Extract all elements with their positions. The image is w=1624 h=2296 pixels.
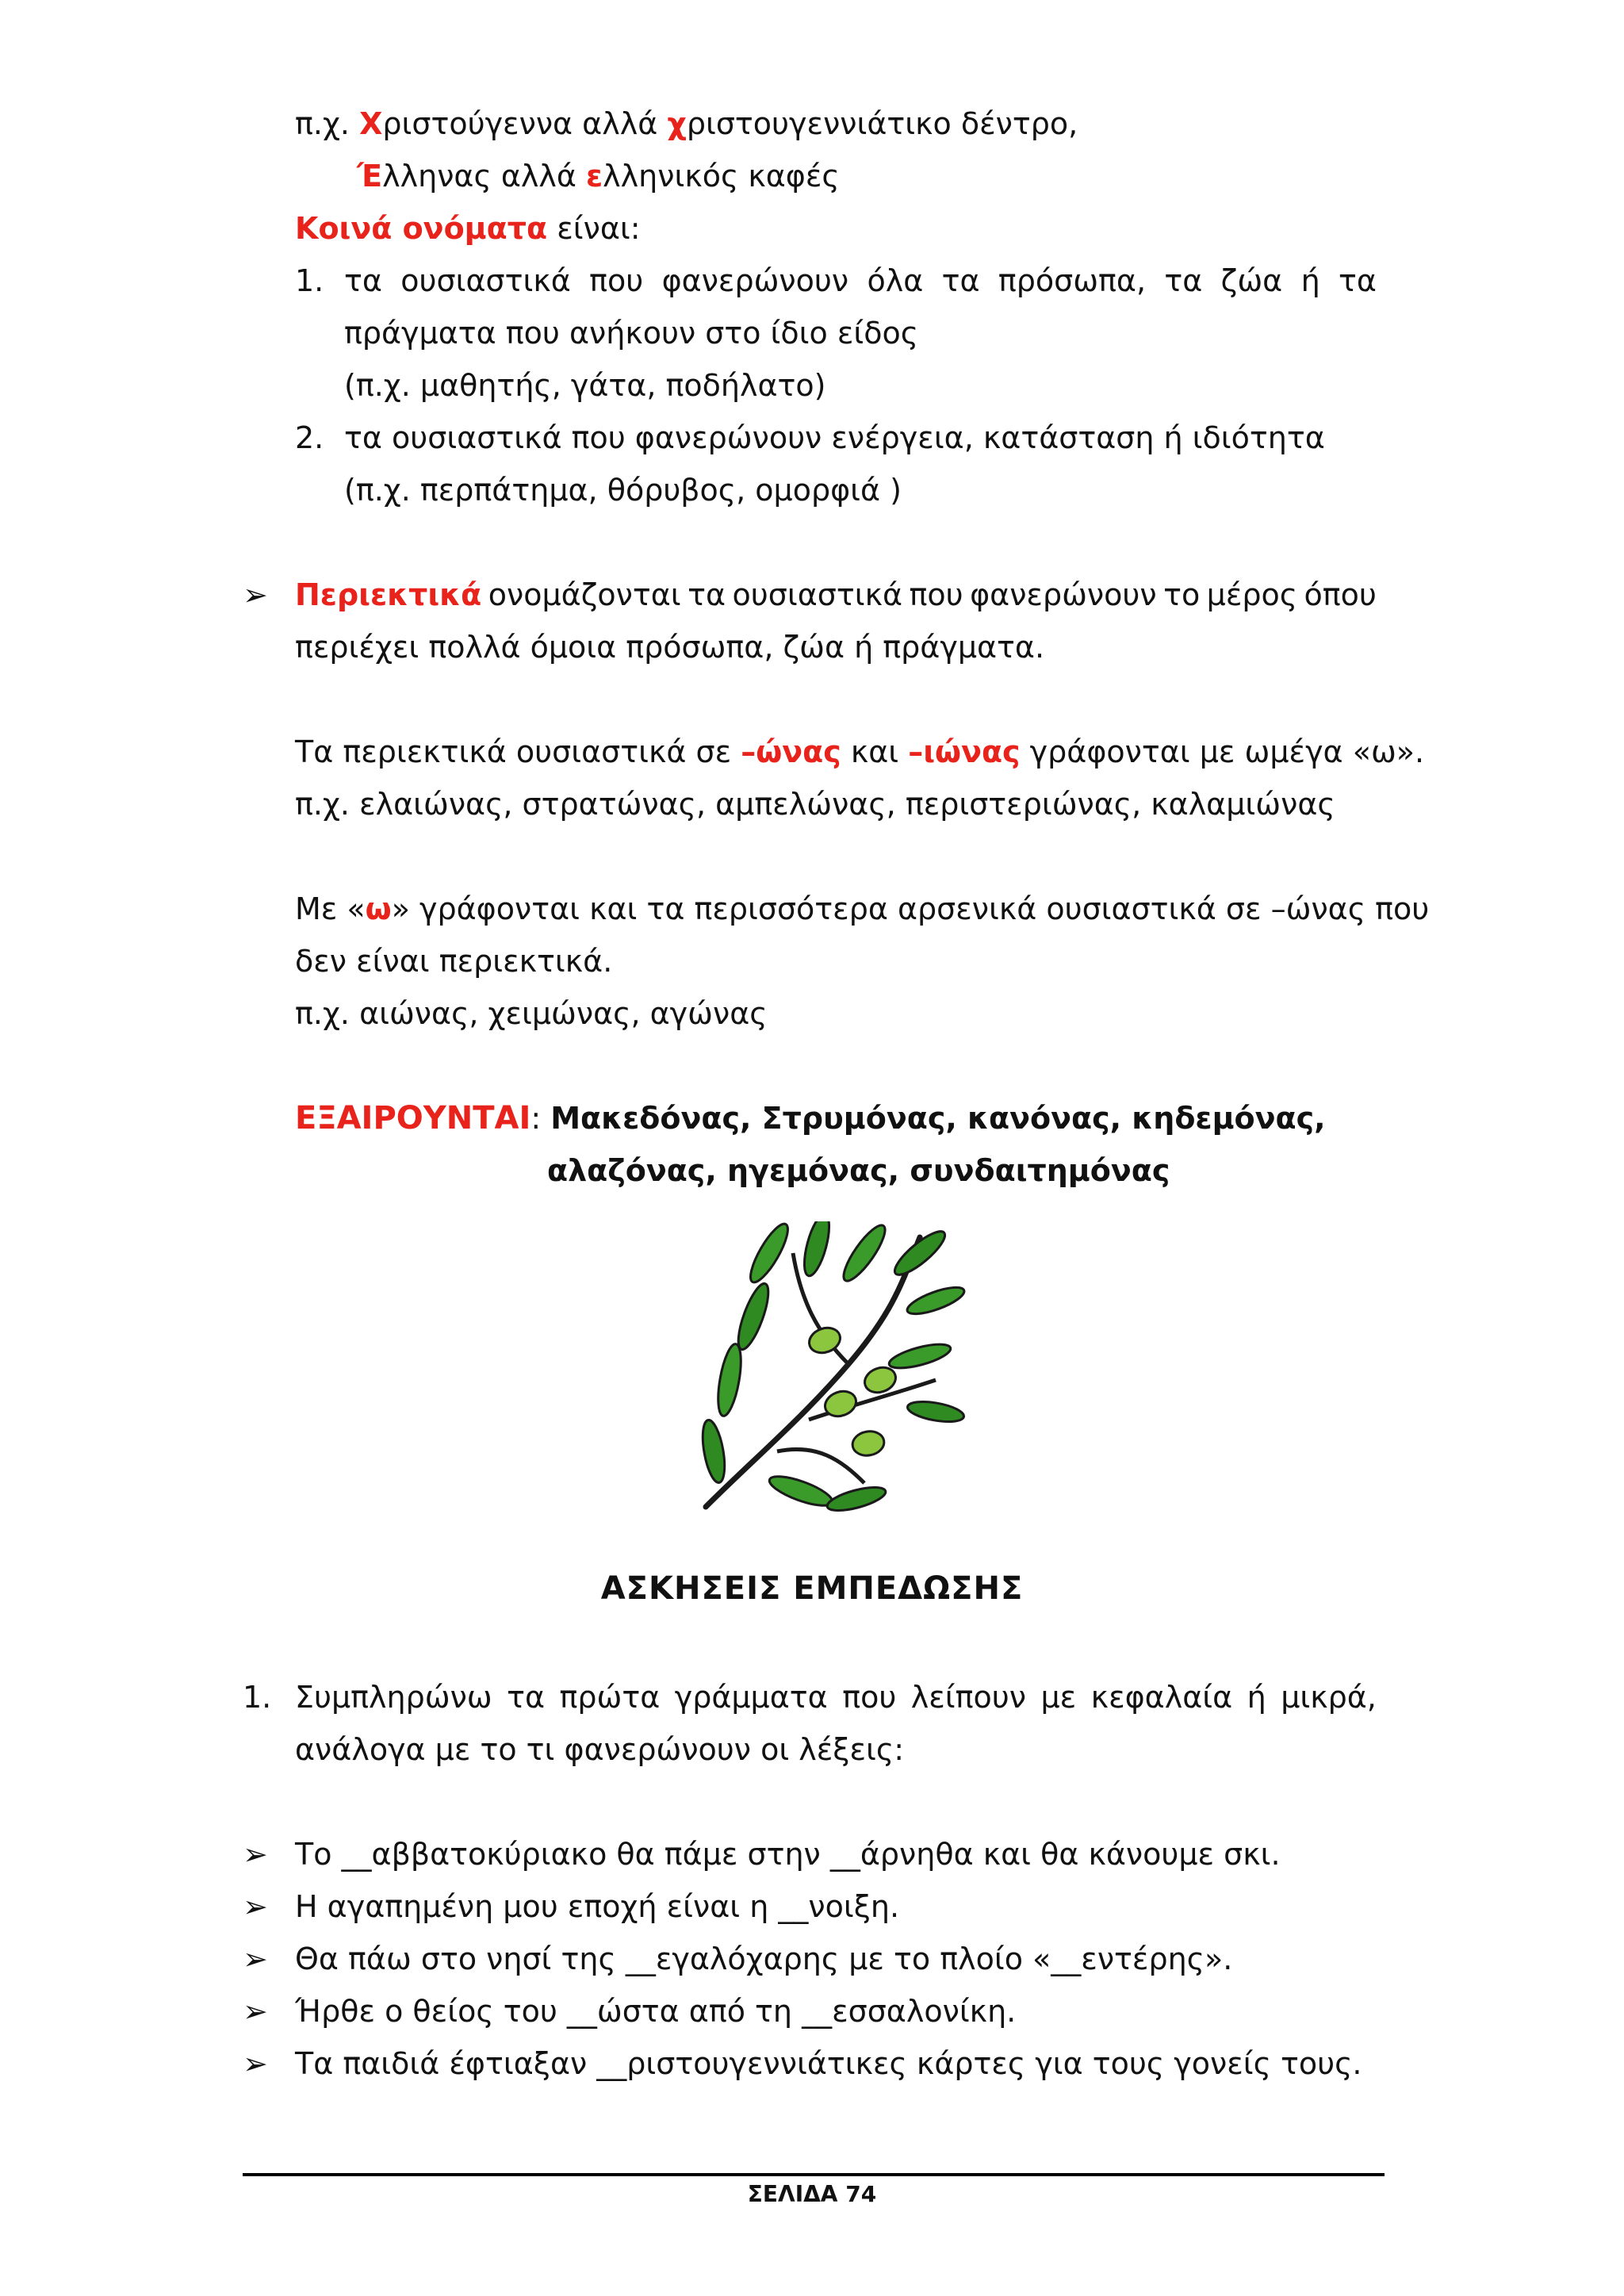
- word: που: [909, 577, 963, 612]
- rule-2-text: Με «ω» γράφονται και τα περισσότερα αρσενικά ουσιαστικά σε –ώνας που: [295, 891, 1430, 926]
- bullet-arrow-icon: ➢: [243, 2046, 268, 2081]
- word: Συμπληρώνω: [295, 1680, 492, 1715]
- word: ουσιαστικά: [732, 577, 903, 612]
- word: τα: [344, 263, 382, 298]
- common-item-1-number: 1.: [295, 263, 324, 298]
- word: που: [589, 263, 644, 298]
- word: γράμματα: [674, 1680, 828, 1715]
- exercise-1-number: 1.: [243, 1680, 272, 1715]
- common-item-1-line-1: [344, 260, 1377, 301]
- collective-line-1: [295, 574, 1377, 615]
- exercise-sentence: Τα παιδιά έφτιαξαν __ριστουγεννιάτικες κάρτες για τους γονείς τους.: [295, 2046, 1362, 2081]
- footer-divider: [243, 2173, 1385, 2176]
- exercise-sentence: Το __αββατοκύριακο θα πάμε στην __άρνηθα και θα κάνουμε σκι.: [295, 1837, 1281, 1872]
- word: που: [842, 1680, 897, 1715]
- intro-line-1: π.χ. Χριστούγεννα αλλά χριστουγεννιάτικο δέντρο,: [295, 106, 1078, 141]
- word: ουσιαστικά: [400, 263, 571, 298]
- common-item-2-number: 2.: [295, 420, 324, 455]
- exceptions-line-2: αλαζόνας, ηγεμόνας, συνδαιτημόνας: [547, 1153, 1170, 1188]
- intro-line-2: Έλληνας αλλά ελληνικός καφές: [357, 159, 840, 194]
- common-nouns-heading: Κοινά ονόματα είναι:: [295, 211, 641, 246]
- exceptions-line-1: ΕΞΑΙΡΟΥΝΤΑΙ: Μακεδόνας, Στρυμόνας, κανόνας, κηδεμόνας,: [295, 1100, 1326, 1137]
- word: πρώτα: [559, 1680, 661, 1715]
- page-number: ΣΕΛΙΔΑ 74: [747, 2181, 877, 2207]
- word: όλα: [867, 263, 924, 298]
- olive-branch-icon: [682, 1221, 967, 1523]
- word: ή: [1247, 1680, 1266, 1715]
- collective-line-2: περιέχει πολλά όμοια πρόσωπα, ζώα ή πράγματα.: [295, 630, 1045, 665]
- word: μικρά,: [1281, 1680, 1377, 1715]
- exercises-title: ΑΣΚΗΣΕΙΣ ΕΜΠΕΔΩΣΗΣ: [600, 1570, 1024, 1607]
- exercise-1-line-1: [295, 1677, 1377, 1718]
- word: τα: [507, 1680, 546, 1715]
- common-item-1-line-2: πράγματα που ανήκουν στο ίδιο είδος: [344, 316, 919, 351]
- bullet-arrow-icon: ➢: [243, 1994, 268, 2029]
- word: με: [1040, 1680, 1077, 1715]
- word: ονομάζονται: [488, 577, 681, 612]
- word: τα: [941, 263, 980, 298]
- word: τα: [1164, 263, 1203, 298]
- word: όπου: [1304, 577, 1377, 612]
- rule-2-example: π.χ. αιώνας, χειμώνας, αγώνας: [295, 996, 768, 1031]
- rule-1-text: Τα περιεκτικά ουσιαστικά σε –ώνας και –ιώνας γράφονται με ωμέγα «ω».: [295, 734, 1425, 769]
- word: τα: [1339, 263, 1377, 298]
- word: φανερώνουν: [661, 263, 849, 298]
- word: πρόσωπα,: [998, 263, 1147, 298]
- bullet-arrow-icon: ➢: [243, 1889, 268, 1924]
- common-item-2-example: (π.χ. περπάτημα, θόρυβος, ομορφιά ): [344, 473, 902, 508]
- exercise-sentence: Η αγαπημένη μου εποχή είναι η __νοιξη.: [295, 1889, 900, 1924]
- rule-1-example: π.χ. ελαιώνας, στρατώνας, αμπελώνας, περιστεριώνας, καλαμιώνας: [295, 787, 1335, 822]
- word: μέρος: [1206, 577, 1298, 612]
- word: το: [1163, 577, 1201, 612]
- common-item-2-line-1: τα ουσιαστικά που φανερώνουν ενέργεια, κατάσταση ή ιδιότητα: [344, 420, 1325, 455]
- common-item-1-example: (π.χ. μαθητής, γάτα, ποδήλατο): [344, 368, 826, 403]
- exercise-1-line-2: ανάλογα με το τι φανερώνουν οι λέξεις:: [295, 1732, 904, 1767]
- word: φανερώνουν: [970, 577, 1157, 612]
- collective-arrow-icon: ➢: [243, 577, 268, 612]
- exercise-sentence: Θα πάω στο νησί της __εγαλόχαρης με το πλοίο «__εντέρης».: [295, 1941, 1233, 1976]
- word: λείπουν: [910, 1680, 1027, 1715]
- rule-2-line-2: δεν είναι περιεκτικά.: [295, 944, 613, 979]
- word: ζώα: [1220, 263, 1283, 298]
- word: ή: [1300, 263, 1320, 298]
- word: κεφαλαία: [1090, 1680, 1233, 1715]
- bullet-arrow-icon: ➢: [243, 1837, 268, 1872]
- bullet-arrow-icon: ➢: [243, 1941, 268, 1976]
- collective-term: Περιεκτικά: [295, 577, 482, 612]
- exercise-sentence: Ήρθε ο θείος του __ώστα από τη __εσσαλονίκη.: [295, 1994, 1017, 2029]
- word: τα: [688, 577, 726, 612]
